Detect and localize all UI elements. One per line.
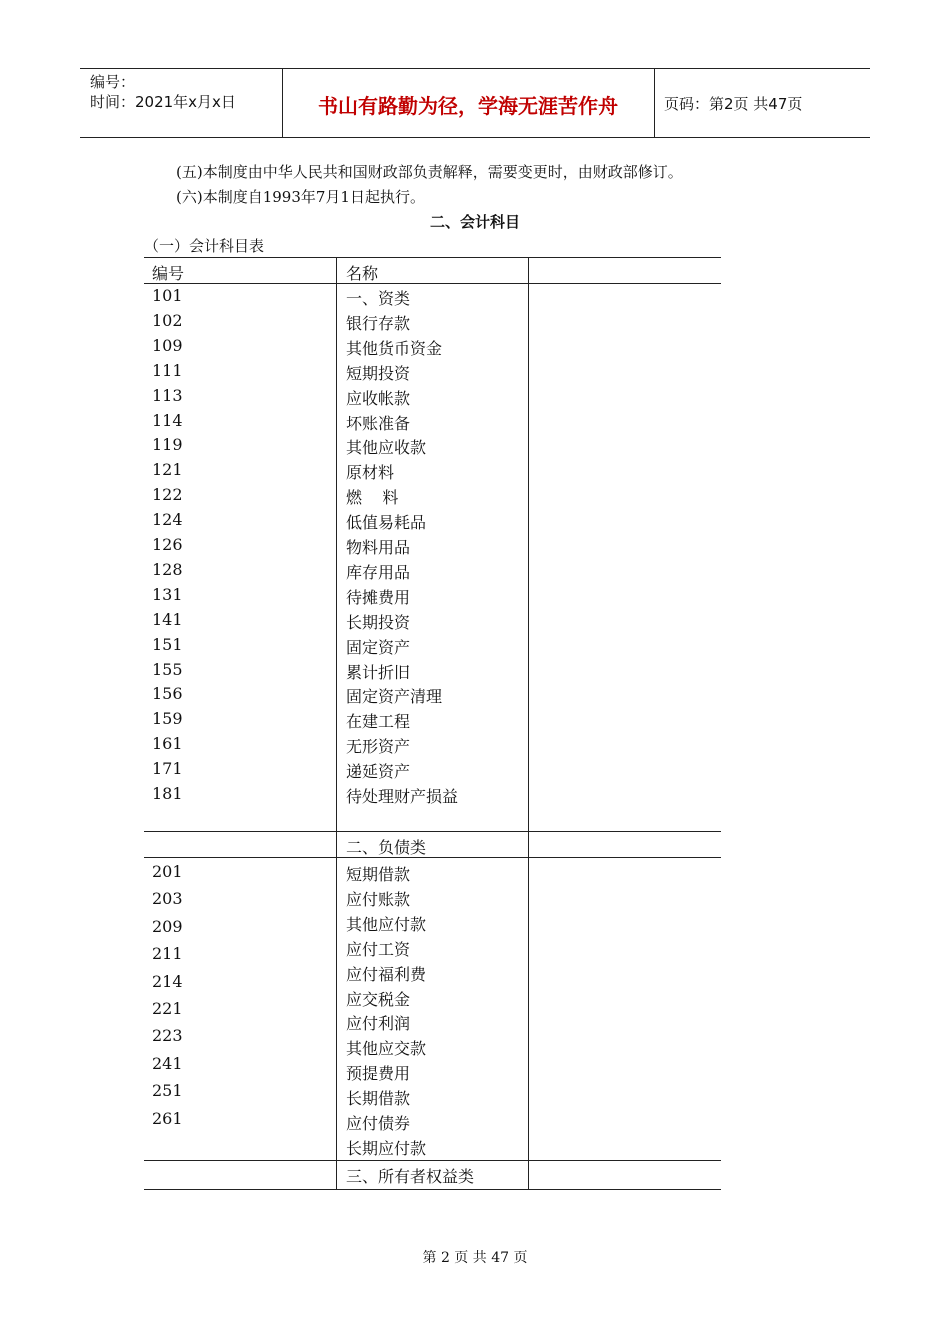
col-header-name: 名称: [346, 264, 379, 283]
account-code: 203: [152, 889, 183, 909]
col-header-code: 编号: [152, 264, 185, 283]
table-rule: [144, 1160, 721, 1161]
account-code: 201: [152, 862, 183, 881]
account-code: 261: [152, 1108, 183, 1128]
account-name: 一、资类: [346, 289, 411, 308]
account-name: 在建工程: [346, 712, 411, 732]
account-name: 固定资产: [346, 637, 411, 657]
account-code: 109: [152, 335, 183, 355]
accounts-table: [144, 257, 721, 1190]
account-code: 251: [152, 1081, 183, 1101]
table-col-divider: [528, 257, 529, 1190]
account-code: 223: [152, 1026, 183, 1046]
account-name: 短期投资: [346, 363, 411, 383]
header-motto: 书山有路勤为径，学海无涯苦作舟: [318, 94, 618, 118]
account-name: 短期借款: [346, 865, 411, 884]
table-rule: [144, 257, 721, 258]
table-rule: [144, 831, 721, 832]
account-name: 燃 料: [346, 488, 399, 508]
account-name: 长期应付款: [346, 1138, 427, 1158]
account-name: 累计折旧: [346, 662, 411, 682]
account-name: 待摊费用: [346, 587, 411, 607]
account-name: 应交税金: [346, 989, 411, 1009]
account-code: 121: [152, 460, 183, 480]
account-name: 其他应收款: [346, 438, 427, 458]
account-name: 固定资产清理: [346, 687, 443, 707]
account-code: 141: [152, 609, 183, 629]
account-code: 113: [152, 385, 183, 405]
account-name: 应付债券: [346, 1114, 411, 1133]
account-name: 坏账准备: [346, 413, 411, 433]
account-name: 低值易耗品: [346, 513, 427, 533]
account-code: 214: [152, 971, 183, 991]
table-caption: （一）会计科目表: [144, 237, 265, 255]
header-meta: [90, 72, 236, 112]
account-code: 209: [152, 916, 183, 936]
account-code: 161: [152, 734, 183, 754]
account-name: 物料用品: [346, 538, 411, 557]
code-label: 编号：: [90, 73, 136, 91]
account-name: 其他货币资金: [346, 338, 443, 358]
account-code: 111: [152, 360, 183, 380]
account-code: 128: [152, 559, 183, 579]
account-name: 无形资产: [346, 737, 411, 757]
date-text: 时间：2021年x月x日: [90, 93, 236, 111]
section-title: 二、会计科目: [429, 213, 520, 231]
account-code: 221: [152, 999, 183, 1018]
account-code: 241: [152, 1053, 183, 1073]
account-code: 114: [152, 410, 183, 430]
account-name: 应收帐款: [346, 388, 411, 408]
account-code: 156: [152, 684, 183, 704]
page-header: [80, 68, 870, 138]
equity-heading: 三、所有者权益类: [346, 1167, 475, 1186]
liabilities-heading: 二、负债类: [346, 838, 427, 857]
table-col-divider: [336, 257, 337, 1190]
account-code: 159: [152, 709, 183, 729]
header-page-number: 页码：第2页 共47页: [664, 95, 803, 113]
account-name: 长期借款: [346, 1089, 411, 1109]
account-code: 171: [152, 759, 183, 779]
account-name: 库存用品: [346, 562, 411, 582]
account-name: 待处理财产损益: [346, 787, 459, 806]
table-rule: [144, 857, 721, 858]
paragraph-5: (五)本制度由中华人民共和国财政部负责解释，需要变更时，由财政部修订。: [176, 163, 683, 181]
account-code: 119: [152, 435, 183, 455]
account-name: 应付账款: [346, 889, 411, 909]
account-name: 应付工资: [346, 939, 411, 959]
account-name: 预提费用: [346, 1064, 411, 1084]
paragraph-6: (六)本制度自1993年7月1日起执行。: [176, 188, 425, 206]
account-name: 应付利润: [346, 1014, 411, 1034]
account-code: 211: [152, 944, 183, 964]
account-name: 长期投资: [346, 612, 411, 632]
table-rule: [144, 283, 721, 284]
account-name: 其他应交款: [346, 1039, 427, 1059]
page-footer: 第 2 页 共 47 页: [422, 1250, 528, 1266]
table-rule: [144, 1189, 721, 1190]
account-code: 155: [152, 659, 183, 679]
header-divider: [654, 69, 655, 137]
account-name: 递延资产: [346, 762, 411, 782]
account-code: 131: [152, 584, 183, 604]
account-code: 101: [152, 286, 183, 305]
account-name: 其他应付款: [346, 914, 427, 934]
account-name: 应付福利费: [346, 964, 427, 984]
account-code: 102: [152, 310, 183, 330]
account-name: 原材料: [346, 463, 395, 483]
account-name: 银行存款: [346, 313, 411, 333]
account-code: 151: [152, 634, 183, 654]
account-code: 181: [152, 784, 183, 803]
account-code: 122: [152, 485, 183, 505]
account-code: 126: [152, 535, 183, 554]
account-code: 124: [152, 510, 183, 530]
